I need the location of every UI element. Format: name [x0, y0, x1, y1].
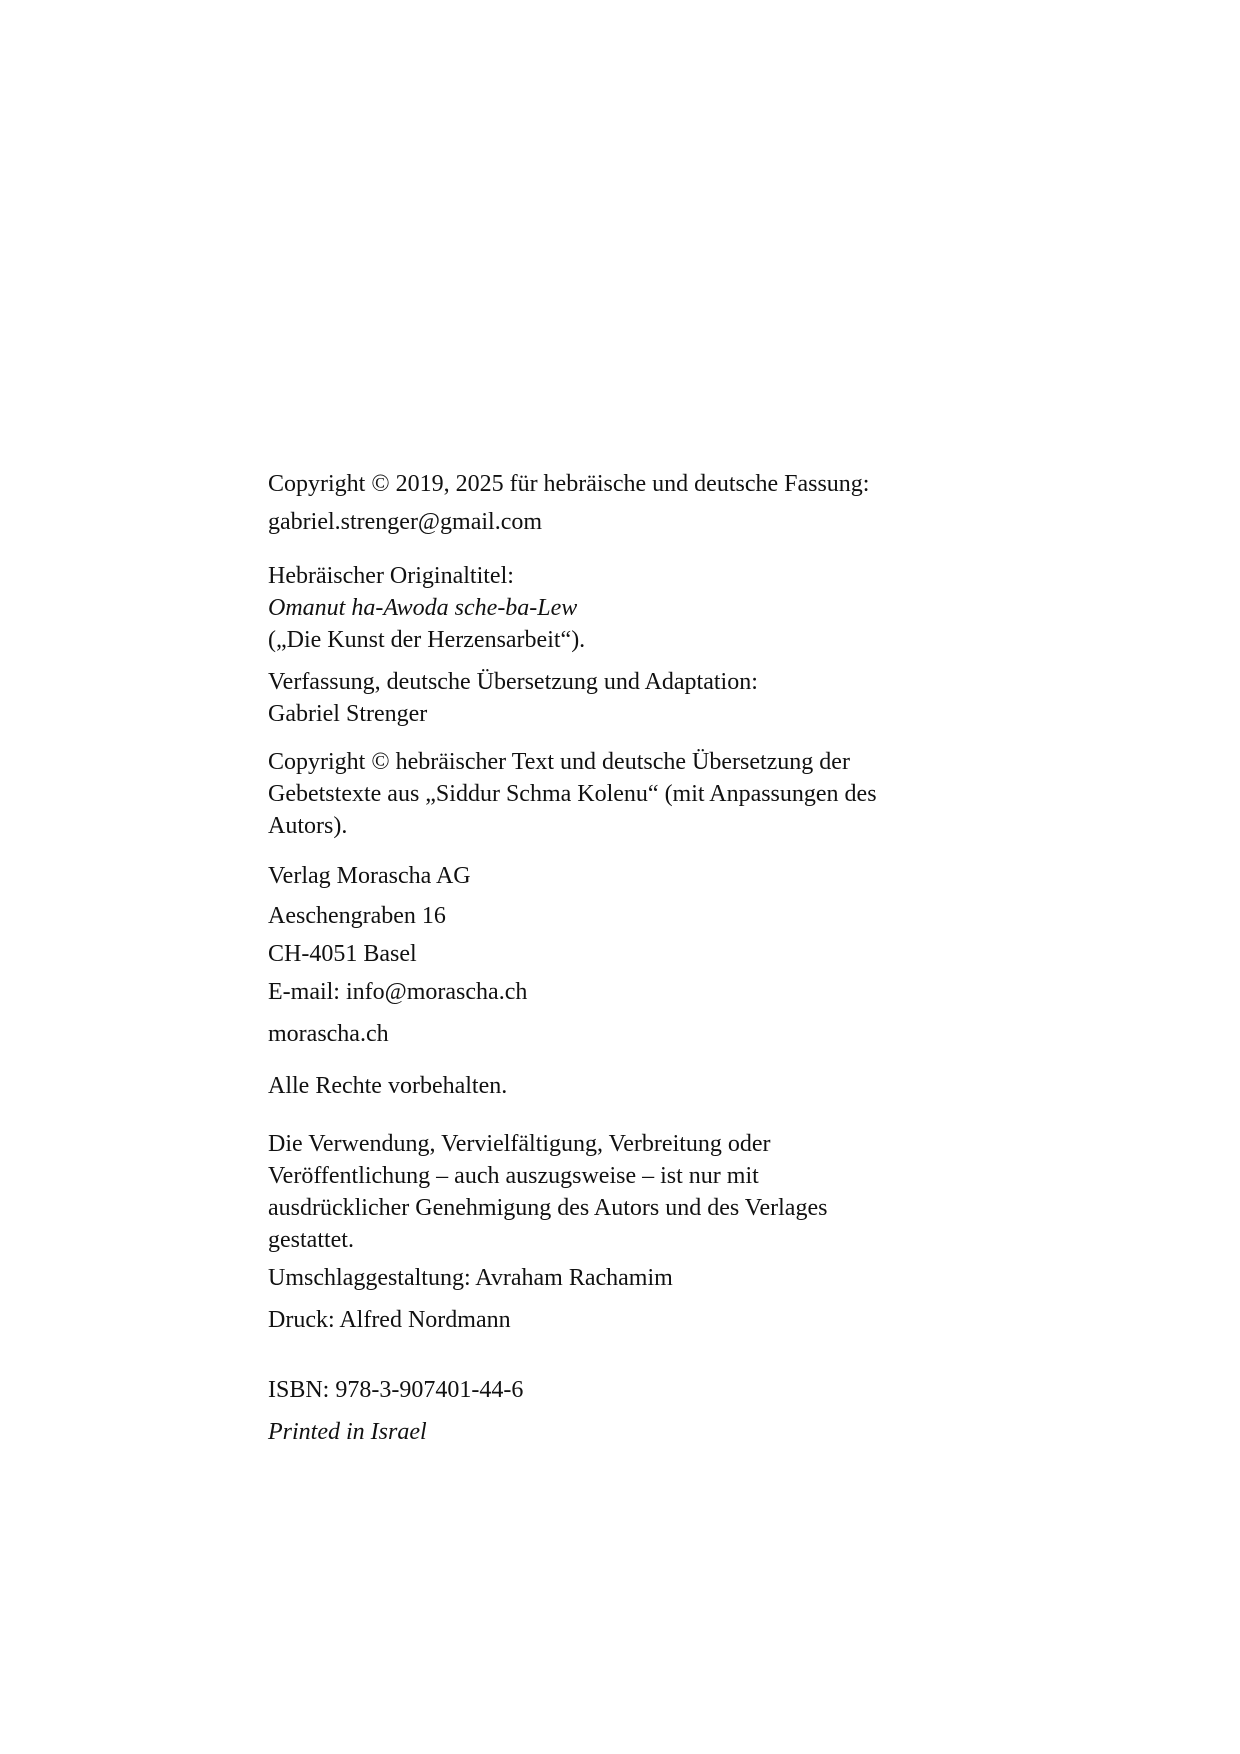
- printed-in-text: Printed in Israel: [268, 1419, 427, 1445]
- usage-restriction-line4: gestattet.: [268, 1227, 354, 1253]
- printed-in: [268, 1416, 988, 1448]
- usage-restriction-line3: ausdrücklicher Genehmigung des Autors und des Verlages: [268, 1195, 828, 1221]
- original-title-translation: („Die Kunst der Herzensarbeit“).: [268, 627, 586, 653]
- adaptation-paragraph: [268, 666, 988, 730]
- rights-reserved: [268, 1070, 988, 1102]
- publisher-website-text: morascha.ch: [268, 1021, 389, 1047]
- isbn-text: ISBN: 978-3-907401-44-6: [268, 1377, 524, 1403]
- copyright-notice-text: Copyright © 2019, 2025 für hebräische und deutsche Fassung:: [268, 471, 870, 497]
- publisher-street: [268, 900, 988, 932]
- rights-reserved-text: Alle Rechte vorbehalten.: [268, 1073, 508, 1099]
- publisher-city: [268, 938, 988, 970]
- printer-credit-text: Druck: Alfred Nordmann: [268, 1307, 511, 1333]
- contact-email-text: gabriel.strenger@gmail.com: [268, 509, 543, 535]
- contact-email: [268, 506, 988, 538]
- prayer-copyright-line3: Autors).: [268, 813, 348, 839]
- original-title-label: Hebräischer Originaltitel:: [268, 563, 514, 589]
- cover-design-credit: [268, 1262, 988, 1294]
- original-title: Omanut ha-Awoda sche-ba-Lew: [268, 595, 578, 621]
- publisher-street-text: Aeschengraben 16: [268, 903, 446, 929]
- copyright-notice: [268, 468, 988, 500]
- publisher-email: [268, 976, 988, 1008]
- prayer-copyright-line2: Gebetstexte aus „Siddur Schma Kolenu“ (mit Anpassungen des: [268, 781, 877, 807]
- usage-restriction-line2: Veröffentlichung – auch auszugsweise – ist nur mit: [268, 1163, 759, 1189]
- adaptation-author: Gabriel Strenger: [268, 701, 428, 727]
- publisher-name: [268, 860, 988, 892]
- isbn: [268, 1374, 988, 1406]
- original-title-paragraph: [268, 560, 988, 656]
- adaptation-label: Verfassung, deutsche Übersetzung und Adaptation:: [268, 669, 758, 695]
- publisher-website: [268, 1018, 988, 1050]
- usage-restriction-line1: Die Verwendung, Vervielfältigung, Verbreitung oder: [268, 1131, 771, 1157]
- publisher-name-text: Verlag Morascha AG: [268, 863, 471, 889]
- usage-restriction-paragraph: [268, 1128, 988, 1256]
- publisher-city-text: CH-4051 Basel: [268, 941, 417, 967]
- cover-design-credit-text: Umschlaggestaltung: Avraham Rachamim: [268, 1265, 673, 1291]
- printer-credit: [268, 1304, 988, 1336]
- imprint-text-block: [268, 468, 988, 1448]
- prayer-copyright-line1: Copyright © hebräischer Text und deutsche Übersetzung der: [268, 749, 850, 775]
- publisher-email-text: E-mail: info@morascha.ch: [268, 979, 528, 1005]
- prayer-copyright-paragraph: [268, 746, 988, 842]
